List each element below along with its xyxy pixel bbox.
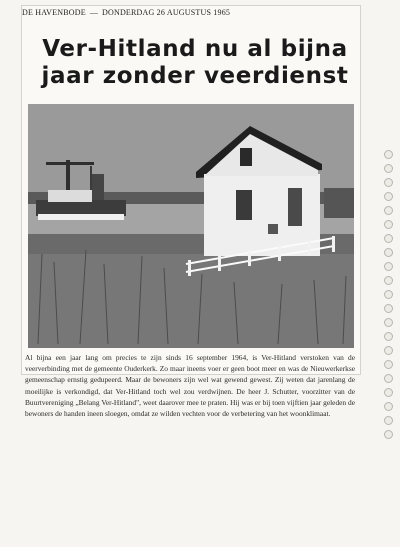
- news-photo: [28, 104, 354, 348]
- publication-date: DONDERDAG 26 AUGUSTUS 1965: [102, 8, 231, 17]
- binder-hole: [384, 360, 393, 369]
- binder-hole: [384, 402, 393, 411]
- binder-hole: [384, 206, 393, 215]
- masthead-separator: —: [89, 8, 99, 17]
- binder-hole: [384, 262, 393, 271]
- binder-hole: [384, 234, 393, 243]
- binder-hole: [384, 248, 393, 257]
- binder-holes: [384, 150, 392, 450]
- newspaper-name: DE HAVENBODE: [22, 8, 86, 17]
- binder-hole: [384, 416, 393, 425]
- binder-hole: [384, 290, 393, 299]
- binder-hole: [384, 388, 393, 397]
- ferry-house-photo: [28, 104, 354, 348]
- binder-hole: [384, 332, 393, 341]
- binder-hole: [384, 346, 393, 355]
- binder-hole: [384, 220, 393, 229]
- binder-hole: [384, 192, 393, 201]
- binder-hole: [384, 374, 393, 383]
- binder-hole: [384, 276, 393, 285]
- binder-hole: [384, 178, 393, 187]
- masthead: [22, 8, 322, 17]
- binder-hole: [384, 150, 393, 159]
- headline-line-1: Ver-Hitland nu al bijna: [42, 36, 348, 62]
- binder-hole: [384, 304, 393, 313]
- binder-hole: [384, 318, 393, 327]
- article-body: Al bijna een jaar lang om precies te zijn sinds 16 september 1964, is Ver-Hitland verstoken van de veerverbinding met de gemeente Ouderkerk. Zo maar ineens voer er geen boot meer en was de Nieuwerkerkse gemeenschap ernstig gedupeerd. Maar de bewoners zijn wel wat gewend gewest. Zij weten dat jarenlang de moeilijke is verkondigd, dat Ver-Hitland toch wel zou verdwijnen. De heer J. Schutter, voorzitter van de Buurtvereniging „Belang Ver-Hitland", weet daarover mee te praten. Hij was er bij toen vijftien jaar geleden de bewoners de handen ineen sloegen, omdat ze wilden vechten voor de verbetering van het woonklimaat.: [25, 353, 355, 419]
- headline-line-2: jaar zonder veerdienst: [41, 63, 349, 89]
- headline: [30, 36, 360, 90]
- binder-hole: [384, 164, 393, 173]
- binder-hole: [384, 430, 393, 439]
